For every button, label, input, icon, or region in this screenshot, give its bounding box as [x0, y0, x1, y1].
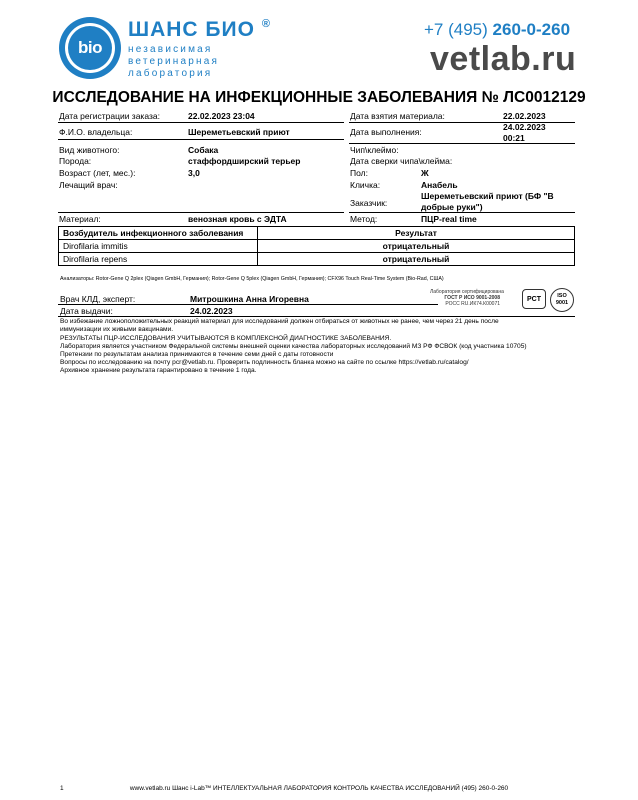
- sex-label: Пол:: [350, 168, 368, 178]
- age-value: 3,0: [188, 168, 200, 178]
- exec-time-value: 00:21: [503, 133, 525, 143]
- expert-label: Врач КЛД, эксперт:: [60, 294, 136, 304]
- issue-date-value: 24.02.2023: [190, 306, 233, 316]
- sample-date-label: Дата взятия материала:: [350, 111, 445, 121]
- issue-date-label: Дата выдачи:: [60, 306, 113, 316]
- sample-date-value: 22.02.2023: [503, 111, 546, 121]
- note-line: РЕЗУЛЬТАТЫ ПЦР-ИССЛЕДОВАНИЯ УЧИТЫВАЮТСЯ В КОМПЛЕКСНОЙ ДИАГНОСТИКЕ ЗАБОЛЕВАНИЯ.: [60, 335, 392, 342]
- reg-date-value: 22.02.2023 23:04: [188, 111, 255, 121]
- customer-value-line1: Шереметьевский приют (БФ "В: [421, 191, 554, 201]
- table-header-row: [59, 227, 575, 240]
- divider: [58, 122, 344, 123]
- reg-date-label: Дата регистрации заказа:: [59, 111, 160, 121]
- result-column-header: Результат: [258, 227, 575, 240]
- owner-label: Ф.И.О. владельца:: [59, 127, 133, 137]
- sex-value: Ж: [421, 168, 429, 178]
- brand-name: ШАНС БИО ®: [128, 18, 271, 41]
- doctor-label: Лечащий врач:: [59, 180, 118, 190]
- header-site: vetlab.ru: [430, 40, 577, 78]
- divider: [58, 316, 575, 317]
- logo-text: bio: [68, 26, 112, 70]
- pathogen-cell: Dirofilaria immitis: [59, 240, 258, 253]
- method-label: Метод:: [350, 214, 378, 224]
- document-title: ИССЛЕДОВАНИЕ НА ИНФЕКЦИОННЫЕ ЗАБОЛЕВАНИЯ № ЛС0012129: [52, 89, 586, 106]
- note-line: Лаборатория является участником Федеральной системы внешней оценки качества лабораторных исследований МЗ РФ ФСВОК (код участника 10705): [60, 343, 527, 350]
- brand-subtitle: независимая ветеринарная лаборатория: [128, 44, 220, 79]
- page-number: 1: [60, 785, 64, 792]
- note-line: Архивное хранение результата гарантировано в течение 1 года.: [60, 367, 257, 374]
- certification-text: Лаборатория сертифицирована ГОСТ Р ИСО 9001-2008 РОСС RU.ИК74.К00071: [430, 289, 504, 307]
- note-line: Претензии по результатам анализа принимаются в течение семи дней с даты готовности: [60, 351, 334, 358]
- table-row: [59, 253, 575, 266]
- analyzers-note: Анализаторы: Rotor-Gene Q 2plex (Qiagen GmbH, Германия); Rotor-Gene Q 5plex (Qiagen GmbH, Германия); CFX96 Touch Real-Time System (Bio-Rad, США): [60, 276, 444, 282]
- footer-text: www.vetlab.ru Шанс i-Lab™ ИНТЕЛЛЕКТУАЛЬНАЯ ЛАБОРАТОРИЯ КОНТРОЛЬ КАЧЕСТВА ИССЛЕДОВАНИЙ (495) 260-0-260: [129, 785, 509, 792]
- method-value: ПЦР-real time: [421, 214, 477, 224]
- divider: [349, 143, 575, 144]
- result-cell: отрицательный: [258, 253, 575, 266]
- table-row: [59, 240, 575, 253]
- breed-label: Порода:: [59, 156, 92, 166]
- logo: [59, 17, 121, 79]
- divider: [58, 304, 438, 305]
- note-line: иммунизации их живыми вакцинами.: [60, 326, 174, 333]
- note-line: Вопросы по исследованию на почту pcr@vetlab.ru. Проверить подлинность бланка можно на сайте по ссылке https://vetlab.ru/catalog/: [60, 359, 469, 366]
- nickname-value: Анабель: [421, 180, 458, 190]
- pathogen-column-header: Возбудитель инфекционного заболевания: [59, 227, 258, 240]
- age-label: Возраст (лет, мес.):: [59, 168, 136, 178]
- result-cell: отрицательный: [258, 240, 575, 253]
- chip-label: Чип\клеймо:: [350, 145, 399, 155]
- results-table: [58, 226, 575, 266]
- customer-label: Заказчик:: [350, 198, 388, 208]
- customer-value-line2: добрые руки"): [421, 202, 483, 212]
- expert-name: Митрошкина Анна Игоревна: [190, 294, 309, 304]
- nickname-label: Кличка:: [350, 180, 381, 190]
- species-label: Вид животного:: [59, 145, 120, 155]
- material-value: венозная кровь с ЭДТА: [188, 214, 287, 224]
- pct-badge-icon: PCT: [522, 289, 546, 309]
- header-phone: +7 (495) 260-0-260: [424, 20, 571, 39]
- owner-value: Шереметьевский приют: [188, 127, 290, 137]
- pathogen-cell: Dirofilaria repens: [59, 253, 258, 266]
- divider: [58, 139, 344, 140]
- exec-date-label: Дата выполнения:: [350, 127, 422, 137]
- material-label: Материал:: [59, 214, 101, 224]
- note-line: Во избежание ложноположительных реакций материал для исследований должен отбираться от животных не ранее, чем через 21 день после: [60, 318, 499, 325]
- breed-value: стаффордширский терьер: [188, 156, 301, 166]
- divider: [58, 212, 344, 213]
- iso-badge-icon: ISO 9001: [550, 288, 574, 312]
- species-value: Собака: [188, 145, 219, 155]
- exec-date-value: 24.02.2023: [503, 122, 546, 132]
- divider: [349, 212, 575, 213]
- registered-mark: ®: [261, 18, 271, 30]
- chip-check-label: Дата сверки чипа\клейма:: [350, 156, 453, 166]
